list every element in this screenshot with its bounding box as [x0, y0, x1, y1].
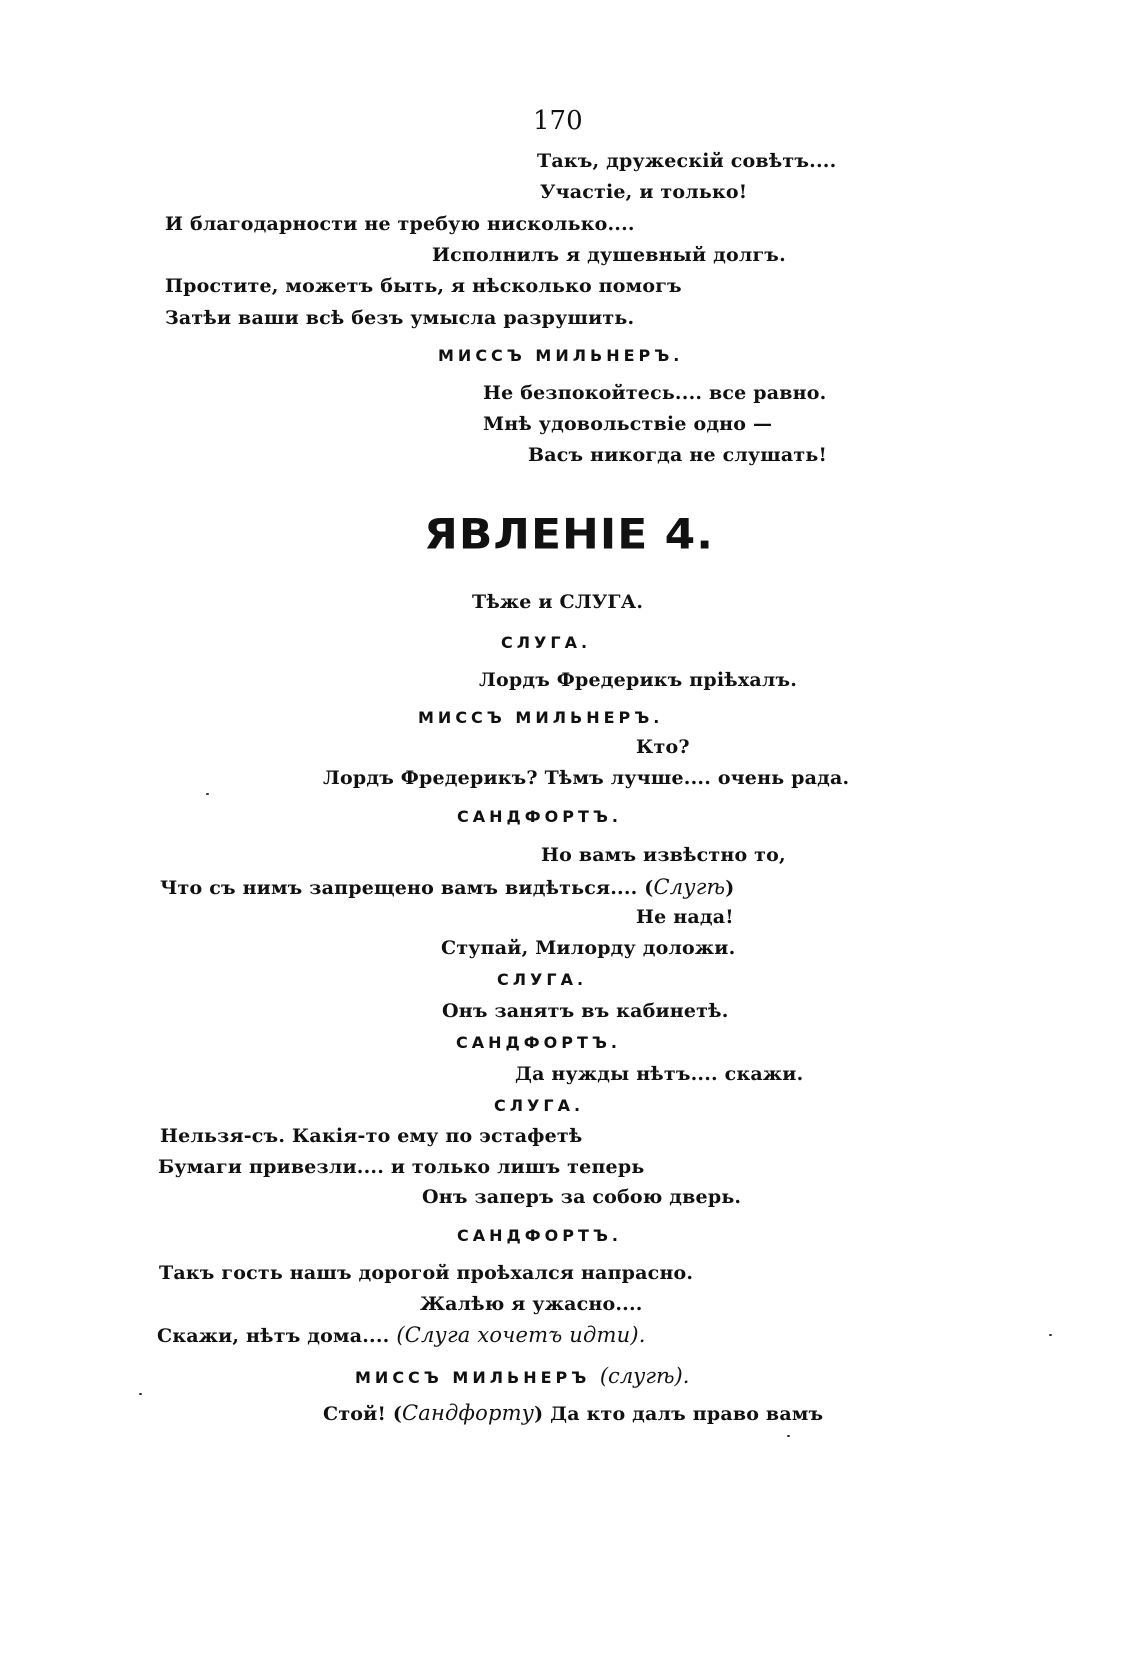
- verse-line: Такъ, дружескій совѣтъ....: [537, 150, 837, 172]
- verse-line: Простите, можетъ быть, я нѣсколько помогъ: [165, 275, 682, 297]
- verse-line: Мнѣ удовольствіе одно —: [483, 413, 773, 435]
- speaker-heading: САНДФОРТЪ.: [457, 807, 622, 826]
- speaker-heading: САНДФОРТЪ.: [456, 1033, 621, 1052]
- verse-line: Лордъ Фредерикъ пріѣхалъ.: [479, 669, 798, 691]
- page-number: 170: [533, 106, 583, 136]
- speaker-heading: МИССЪ МИЛЬНЕРЪ.: [418, 708, 664, 727]
- speaker-heading: МИССЪ МИЛЬНЕРЪ (слугѣ).: [355, 1364, 690, 1388]
- verse-line: Онъ занятъ въ кабинетѣ.: [442, 1000, 729, 1022]
- verse-line: Кто?: [636, 736, 690, 758]
- verse-line: Участіе, и только!: [540, 181, 748, 203]
- speaker-heading: СЛУГА.: [494, 1096, 585, 1115]
- stage-direction: Тѣже и СЛУГА.: [472, 591, 644, 613]
- speaker-heading: СЛУГА.: [501, 633, 592, 652]
- verse-line: Бумаги привезли.... и только лишъ теперь: [158, 1156, 645, 1178]
- verse-line: Но вамъ извѣстно то,: [541, 844, 786, 866]
- ink-speck: [787, 1435, 790, 1437]
- verse-line: Нельзя-съ. Какія-то ему по эстафетѣ: [160, 1125, 583, 1147]
- verse-line: И благодарности не требую нисколько....: [165, 213, 635, 235]
- ink-speck: [1049, 1334, 1052, 1336]
- verse-line: Что съ нимъ запрещено вамъ видѣться.... (Слугѣ): [160, 875, 735, 899]
- verse-line: Такъ гость нашъ дорогой проѣхался напрасно.: [159, 1262, 694, 1284]
- ink-speck: [206, 793, 209, 795]
- verse-line: Не безпокойтесь.... все равно.: [483, 382, 827, 404]
- verse-line: Лордъ Фредерикъ? Тѣмъ лучше.... очень рада.: [323, 767, 850, 789]
- verse-line: Ступай, Милорду доложи.: [441, 937, 736, 959]
- verse-line: Исполнилъ я душевный долгъ.: [432, 244, 786, 266]
- verse-line: Затѣи ваши всѣ безъ умысла разрушить.: [165, 307, 635, 329]
- verse-line: Жалѣю я ужасно....: [420, 1293, 643, 1315]
- speaker-heading: МИССЪ МИЛЬНЕРЪ.: [438, 346, 684, 365]
- verse-line: Скажи, нѣтъ дома.... (Слуга хочетъ идти).: [157, 1323, 646, 1347]
- speaker-heading: СЛУГА.: [497, 970, 588, 989]
- verse-line: Не нада!: [636, 906, 734, 928]
- verse-line: Стой! (Сандфорту) Да кто далъ право вамъ: [323, 1401, 824, 1425]
- speaker-heading: САНДФОРТЪ.: [457, 1226, 622, 1245]
- scene-title: ЯВЛЕНІЕ 4.: [424, 510, 714, 559]
- verse-line: Да нужды нѣтъ.... скажи.: [515, 1063, 804, 1085]
- verse-line: Онъ заперъ за собою дверь.: [422, 1186, 742, 1208]
- ink-speck: [139, 1393, 142, 1395]
- verse-line: Васъ никогда не слушать!: [528, 444, 828, 466]
